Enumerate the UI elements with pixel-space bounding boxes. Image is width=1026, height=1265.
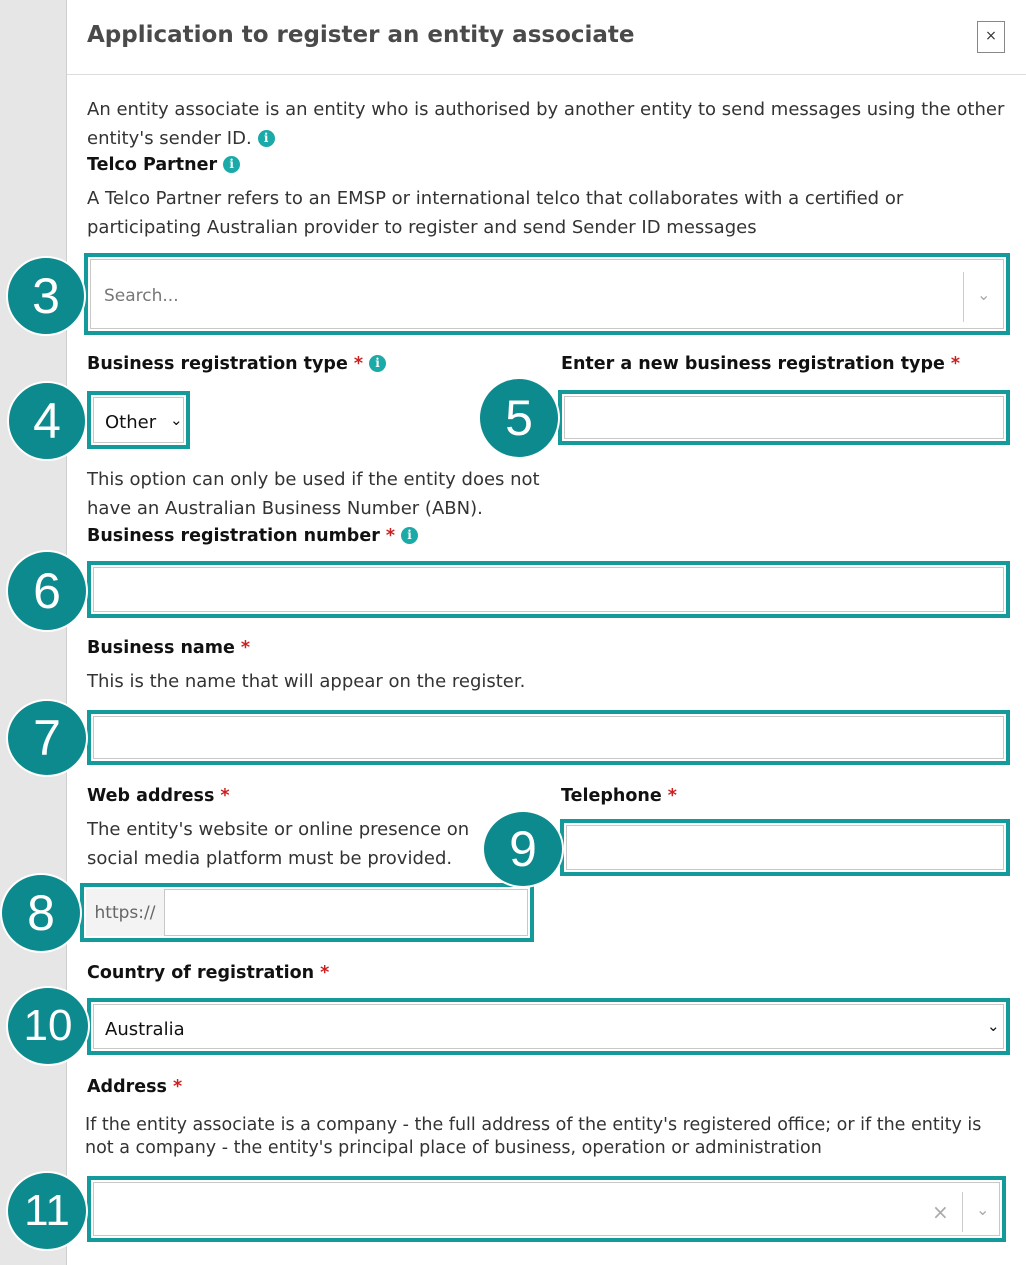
callout-badge-8: 8 <box>0 873 82 953</box>
business-registration-number-input[interactable] <box>87 561 1010 618</box>
selected-value: Australia <box>105 1019 185 1040</box>
web-address-description: The entity's website or online presence on social media platform must be provided. <box>87 819 470 869</box>
entity-associate-dialog <box>66 0 1026 1265</box>
telco-partner-search-inner <box>90 259 1004 329</box>
label-text: Business name <box>87 638 235 658</box>
close-button[interactable]: × <box>977 21 1005 53</box>
label-text: Web address <box>87 786 215 806</box>
business-registration-type-select[interactable] <box>87 391 190 449</box>
country-of-registration-select[interactable] <box>87 998 1010 1055</box>
chevron-down-icon[interactable]: ⌄ <box>976 1200 990 1219</box>
telephone-input[interactable] <box>560 819 1010 876</box>
search-placeholder: Search... <box>104 286 179 306</box>
required-marker: * <box>950 354 961 374</box>
chevron-down-icon: ⌄ <box>987 1017 1000 1035</box>
select-inner <box>93 397 184 443</box>
input-inner <box>564 396 1004 439</box>
intro-text: An entity associate is an entity who is authorised by another entity to send messages using the other entity's sender ID. <box>87 99 1005 149</box>
business-registration-type-label <box>87 352 386 376</box>
info-icon[interactable]: i <box>369 355 386 372</box>
required-marker: * <box>667 786 677 806</box>
callout-badge-10: 10 <box>6 986 90 1066</box>
https-prefix: https:// <box>86 889 165 936</box>
callout-badge-11: 11 <box>6 1171 88 1251</box>
business-name-input[interactable] <box>87 710 1010 765</box>
label-text: Telephone <box>561 786 662 806</box>
label-text: Business registration type <box>87 354 348 374</box>
address-label <box>87 1075 182 1099</box>
input-inner <box>93 567 1004 612</box>
business-registration-type-note: This option can only be used if the entity does not have an Australian Business Number (ABN). <box>87 469 540 519</box>
telco-partner-search[interactable] <box>84 253 1010 335</box>
info-icon[interactable]: i <box>258 130 275 147</box>
web-address-label <box>87 784 230 808</box>
telco-partner-label <box>87 153 240 177</box>
label-text: Business registration number <box>87 526 380 546</box>
callout-badge-5: 5 <box>478 377 560 459</box>
address-search-inner <box>93 1182 1000 1236</box>
chevron-down-icon: ⌄ <box>170 411 183 429</box>
address-search[interactable] <box>87 1176 1006 1242</box>
required-marker: * <box>172 1077 183 1097</box>
address-description: If the entity associate is a company - the full address of the entity's registered office; or if the entity is not a company - the entity's principal place of business, operation or administration <box>85 1115 982 1158</box>
callout-badge-7: 7 <box>6 699 88 777</box>
dropdown-separator <box>963 272 964 322</box>
telco-partner-label-text: Telco Partner <box>87 155 218 175</box>
dialog-title: Application to register an entity associate <box>87 22 635 48</box>
input-inner <box>566 825 1004 870</box>
callout-badge-9: 9 <box>482 810 564 888</box>
new-registration-type-label <box>561 352 960 376</box>
select-inner <box>93 1004 1004 1049</box>
web-address-input[interactable] <box>80 883 534 942</box>
label-text: Country of registration <box>87 963 315 983</box>
intro-paragraph <box>87 95 1007 153</box>
callout-badge-4: 4 <box>7 381 87 461</box>
country-of-registration-label <box>87 961 329 985</box>
telco-partner-description: A Telco Partner refers to an EMSP or international telco that collaborates with a certified or participating Australian provider to register and send Sender ID messages <box>87 188 904 238</box>
chevron-down-icon[interactable]: ⌄ <box>977 285 991 304</box>
info-icon[interactable]: i <box>223 156 240 173</box>
info-icon[interactable]: i <box>401 527 418 544</box>
callout-badge-3: 3 <box>6 256 86 336</box>
input-inner <box>93 716 1004 759</box>
required-marker: * <box>385 526 395 546</box>
required-marker: * <box>353 354 363 374</box>
business-registration-number-label <box>87 524 418 548</box>
clear-icon[interactable]: × <box>932 1200 949 1224</box>
dropdown-separator <box>962 1192 963 1232</box>
required-marker: * <box>240 638 250 658</box>
label-text: Address <box>87 1077 167 1097</box>
dialog-header <box>67 0 1026 75</box>
business-name-description: This is the name that will appear on the register. <box>87 671 526 692</box>
label-text: Enter a new business registration type <box>561 354 945 374</box>
required-marker: * <box>320 963 330 983</box>
callout-badge-6: 6 <box>6 550 88 632</box>
business-name-label <box>87 636 250 660</box>
selected-value: Other <box>105 412 157 433</box>
telephone-label <box>561 784 677 808</box>
required-marker: * <box>220 786 230 806</box>
new-registration-type-input[interactable] <box>558 390 1010 445</box>
